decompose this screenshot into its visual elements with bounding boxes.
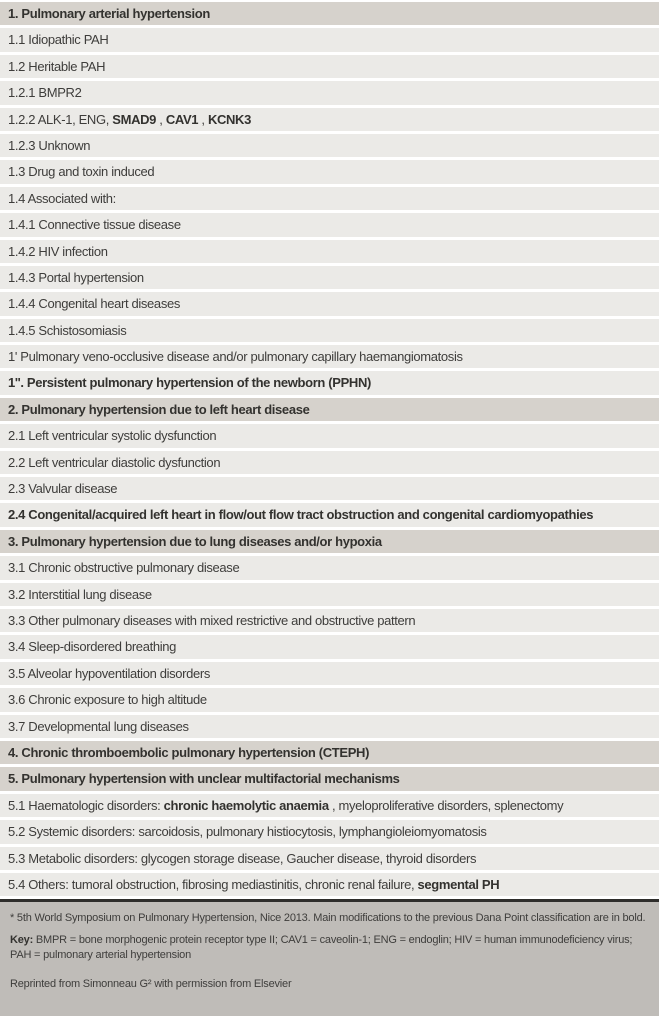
text-segment: 5.2 Systemic disorders: sarcoidosis, pulmonary histiocytosis, lymphangioleiomyomatosis [8,824,487,840]
table-row [0,345,659,368]
text-segment: 3.4 Sleep-disordered breathing [8,639,177,655]
text-segment: 1' Pulmonary veno-occlusive disease and/or pulmonary capillary haemangiomatosis [8,349,463,365]
footnote-paragraph [10,911,647,926]
text-segment: 2.2 Left ventricular diastolic dysfunction [8,454,221,470]
text-segment: 3.7 Developmental lung diseases [8,718,189,734]
text-segment: * 5th World Symposium on Pulmonary Hypertension, Nice 2013. Main modifications to the previous Dana Point classification are in bold. [10,912,646,925]
text-segment: Key: [10,934,34,947]
text-segment: 5.1 Haematologic disorders: [8,797,164,813]
text-segment: 3.2 Interstitial lung disease [8,586,152,602]
text-segment: 3.6 Chronic exposure to high altitude [8,692,207,708]
table-row [0,81,659,104]
footnote-area [0,902,659,1016]
text-segment: 1.2 Heritable PAH [8,58,106,74]
section-header-row [0,2,659,25]
text-segment: 1.1 Idiopathic PAH [8,32,109,48]
table-row [0,266,659,289]
text-segment: 2.3 Valvular disease [8,481,118,497]
table-row [0,715,659,738]
table-row [0,319,659,342]
table-row [0,134,659,157]
table-row [0,108,659,131]
text-segment: 1.4.2 HIV infection [8,243,108,259]
section-header-row [0,767,659,790]
table-row [0,688,659,711]
classification-table [0,2,659,896]
text-segment: 3.1 Chronic obstructive pulmonary disease [8,560,240,576]
text-segment: 1.2.1 BMPR2 [8,85,82,101]
text-segment: 2. Pulmonary hypertension due to left heart disease [8,401,310,417]
text-segment: 2.4 Congenital/acquired left heart in flow/out flow tract obstruction and congenital cardiomyopathies [8,507,594,523]
text-segment: 3. Pulmonary hypertension due to lung diseases and/or hypoxia [8,533,382,549]
table-row [0,187,659,210]
text-segment: 1.4 Associated with: [8,190,116,206]
text-segment: 4. Chronic thromboembolic pulmonary hypertension (CTEPH) [8,744,370,760]
text-segment: 1.2.3 Unknown [8,137,91,153]
text-segment: 1.2.2 ALK-1, ENG, [8,111,113,127]
table-row [0,28,659,51]
table-row [0,160,659,183]
table-row [0,371,659,394]
text-segment: 3.5 Alveolar hypoventilation disorders [8,665,211,681]
text-segment: 3.3 Other pulmonary diseases with mixed restrictive and obstructive pattern [8,612,416,628]
table-row [0,477,659,500]
text-segment: , [156,111,166,127]
text-segment: segmental PH [417,876,500,892]
text-segment: BMPR = bone morphogenic protein receptor type II; CAV1 = caveolin-1; ENG = endoglin; HIV = human immunodeficiency virus; PAH = pulmonary arterial hypertension [10,934,633,962]
text-segment: 1.4.1 Connective tissue disease [8,217,181,233]
text-segment: Reprinted from Simonneau G² with permission from Elsevier [10,978,292,991]
text-segment: 1.4.4 Congenital heart diseases [8,296,180,312]
table-row [0,292,659,315]
text-segment: 1.3 Drug and toxin induced [8,164,155,180]
section-header-row [0,741,659,764]
table-row [0,583,659,606]
table-row [0,240,659,263]
text-segment: 5. Pulmonary hypertension with unclear multifactorial mechanisms [8,771,400,787]
text-segment: 5.4 Others: tumoral obstruction, fibrosing mediastinitis, chronic renal failure, [8,876,418,892]
table-row [0,635,659,658]
table-row [0,556,659,579]
text-segment: 2.1 Left ventricular systolic dysfunction [8,428,217,444]
section-header-row [0,398,659,421]
section-header-row [0,530,659,553]
table-row [0,609,659,632]
footnote-paragraph [10,977,647,992]
table-row [0,847,659,870]
table-row [0,873,659,896]
text-segment: CAV1 [165,111,199,127]
text-segment: 1. Pulmonary arterial hypertension [8,6,210,21]
text-segment: , [198,111,208,127]
footnote-paragraph [10,933,647,963]
text-segment: 5.3 Metabolic disorders: glycogen storage disease, Gaucher disease, thyroid disorders [8,850,477,866]
text-segment: 1.4.3 Portal hypertension [8,269,144,285]
text-segment: , myeloproliferative disorders, splenectomy [328,797,564,813]
table-row [0,503,659,526]
table-row [0,662,659,685]
text-segment: 1.4.5 Schistosomiasis [8,322,127,338]
table-row [0,213,659,236]
table-row [0,55,659,78]
text-segment: SMAD9 [112,111,157,127]
table-row [0,424,659,447]
text-segment: KCNK3 [207,111,251,127]
table-row [0,820,659,843]
table-row [0,451,659,474]
text-segment: chronic haemolytic anaemia [163,797,329,813]
text-segment: 1''. Persistent pulmonary hypertension of the newborn (PPHN) [8,375,371,391]
table-row [0,794,659,817]
